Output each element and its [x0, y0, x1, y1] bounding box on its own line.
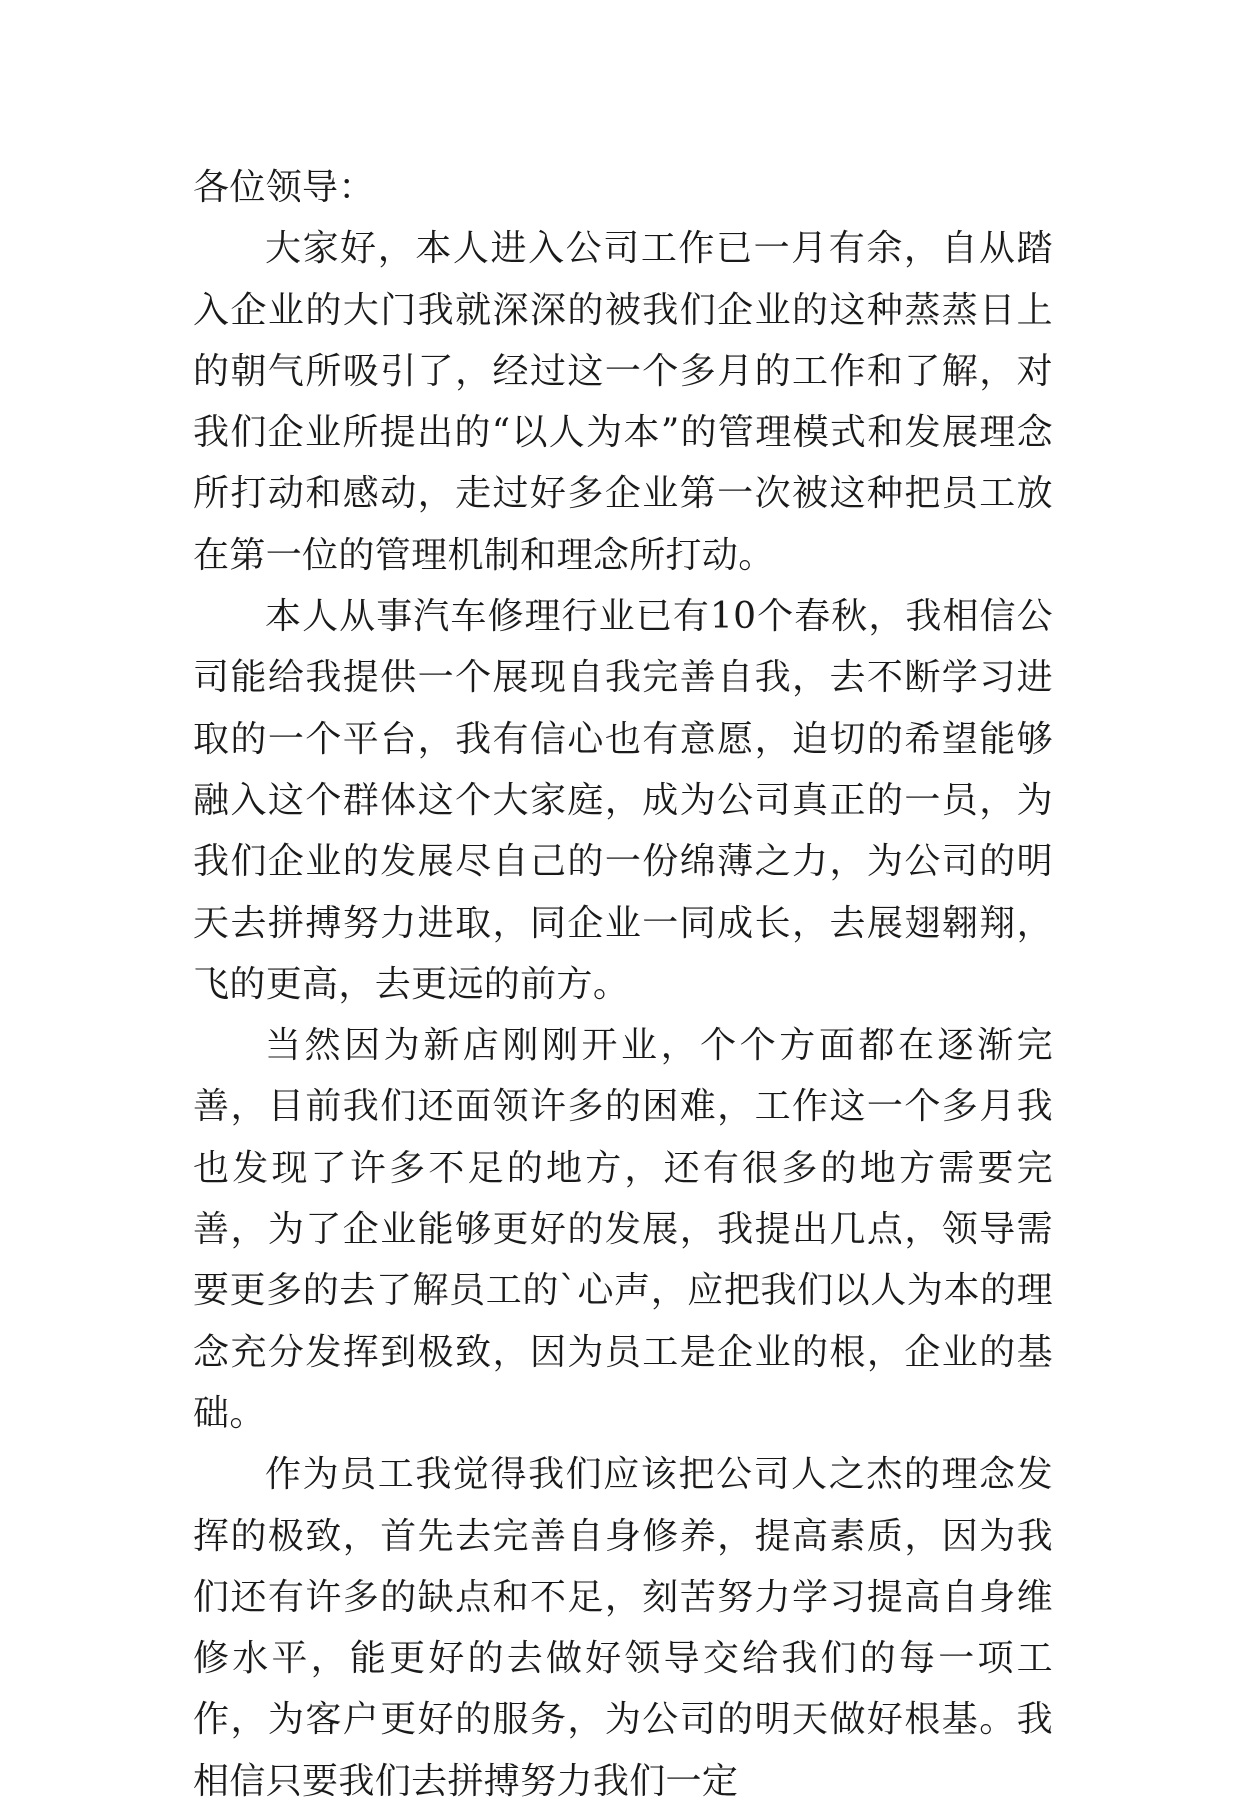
paragraph-experience: 本人从事汽车修理行业已有10个春秋，我相信公司能给我提供一个展现自我完善自我，去不断学习进取的一个平台，我有信心也有意愿，迫切的希望能够融入这个群体这个大家庭，成为公司真正的一员，为我们企业的发展尽自己的一份绵薄之力，为公司的明天去拼搏努力进取，同企业一同成长，去展翅翱翔，飞的更高，去更远的前方。: [193, 596, 1053, 1005]
paragraph-suggestions: 当然因为新店刚刚开业，个个方面都在逐渐完善，目前我们还面领许多的困难，工作这一个多月我也发现了许多不足的地方，还有很多的地方需要完善，为了企业能够更好的发展，我提出几点，领导需要更多的去了解员工的`心声，应把我们以人为本的理念充分发挥到极致，因为员工是企业的根，企业的基础。: [193, 1025, 1053, 1434]
salutation: 各位领导：: [193, 167, 375, 208]
document-body: [193, 157, 1053, 1812]
paragraph-greeting: 大家好，本人进入公司工作已一月有余，自从踏入企业的大门我就深深的被我们企业的这种蒸蒸日上的朝气所吸引了，经过这一个多月的工作和了解，对我们企业所提出的“以人为本”的管理模式和发展理念所打动和感动，走过好多企业第一次被这种把员工放在第一位的管理机制和理念所打动。: [193, 228, 1053, 576]
paragraph-commitment: 作为员工我觉得我们应该把公司人之杰的理念发挥的极致，首先去完善自身修养，提高素质，因为我们还有许多的缺点和不足，刻苦努力学习提高自身维修水平，能更好的去做好领导交给我们的每一项工作，为客户更好的服务，为公司的明天做好根基。我相信只要我们去拼搏努力我们一定: [193, 1454, 1053, 1802]
